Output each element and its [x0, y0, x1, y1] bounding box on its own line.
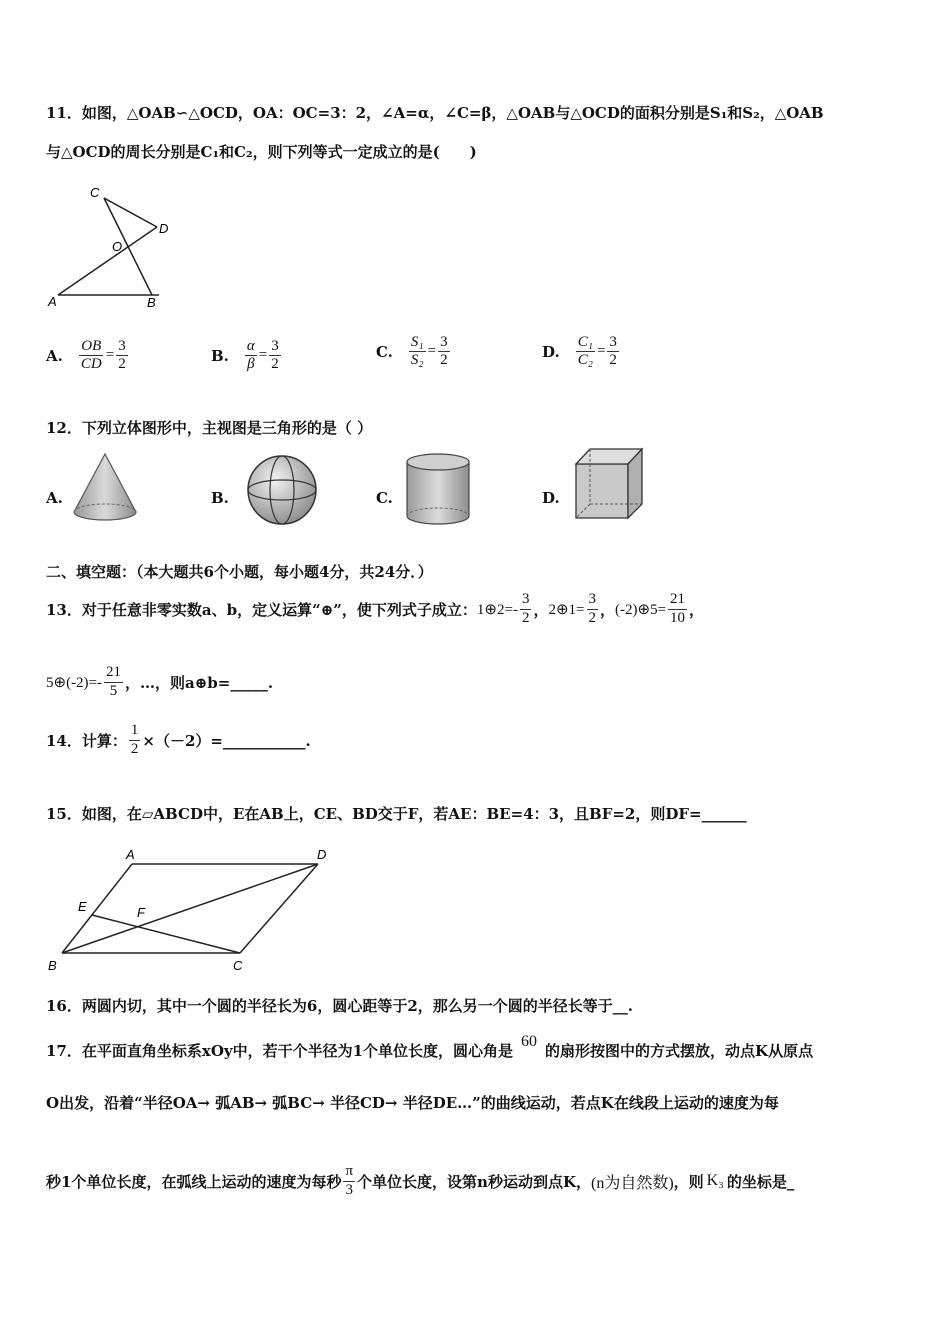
q11-option-a[interactable]: A. $\frac{OB}{CD}$ = $\frac{3}{2}$ [46, 338, 126, 373]
label-D: D [159, 221, 169, 236]
label-F: F [137, 905, 145, 920]
q11-figure [44, 182, 184, 312]
q11-option-d[interactable]: D. $\frac{\text{C₁}}{\text{C₂}}$ = $\frac{3}{2}$ [542, 334, 617, 369]
label-A: A [48, 294, 57, 309]
label-C: C [90, 185, 100, 200]
q12-text: 12．下列立体图形中，主视图是三角形的是（ ） [46, 419, 373, 437]
q11-line1: 11．如图，△OAB∽△OCD，OA：OC=3：2，∠A=α，∠C=β，△OAB与△OCD的面积分别是S₁和S₂，△OAB [46, 104, 824, 122]
q12-option-a-label[interactable]: A. [46, 489, 63, 507]
label-B: B [147, 295, 156, 310]
q12-option-d-label[interactable]: D. [542, 489, 560, 507]
q16-text: 16．两圆内切，其中一个圆的半径长为6，圆心距等于2，那么另一个圆的半径长等于__. [46, 997, 633, 1015]
q12-option-c-label[interactable]: C. [376, 489, 393, 507]
label-D: D [317, 847, 327, 862]
q12-option-b-label[interactable]: B. [211, 489, 229, 507]
q15-figure [44, 842, 344, 977]
q11-option-c[interactable]: C. $\frac{\text{S₁}}{\text{S₂}}$ = $\frac{3}{2}$ [376, 334, 448, 369]
q17-line3: 秒1个单位长度，在弧线上运动的速度为每秒 $\frac{\pi}{3}$ 个单位长度，设第n秒运动到点K， (n为自然数) ，则 K₃ 的坐标是_ [46, 1163, 795, 1198]
label-O: O [112, 239, 123, 254]
q13-line2: 5⊕(-2)=- $\frac{21}{5}$ ，…，则a⊕b=_____. [46, 664, 274, 699]
label-B: B [48, 958, 57, 973]
label-E: E [78, 899, 87, 914]
sphere-icon [244, 452, 320, 528]
cone-icon [70, 452, 140, 524]
label-A: A [126, 847, 135, 862]
q17-line2: O出发，沿着“半径OA→ 弧AB→ 弧BC→ 半径CD→ 半径DE…”的曲线运动，若点K在线段上运动的速度为每 [46, 1094, 779, 1112]
q17-line1: 17．在平面直角坐标系xOy中，若干个半径为1个单位长度，圆心角是 60 的扇形按图中的方式摆放，动点K从原点 [46, 1033, 814, 1060]
q14-line: 14．计算： $\frac{1}{2}$ ×（－2）=___________. [46, 722, 311, 757]
q15-text: 15．如图，在▱ABCD中，E在AB上，CE、BD交于F，若AE：BE=4：3，且BF=2，则DF=______ [46, 805, 747, 823]
label-C: C [233, 958, 243, 973]
cylinder-icon [403, 452, 473, 528]
section-2-heading: 二、填空题：（本大题共6个小题，每小题4分，共24分．） [46, 563, 433, 581]
q13-line1: 13．对于任意非零实数a、b，定义运算“⊕”，使下列式子成立： 1⊕2=- $\frac{3}{2}$ ， 2⊕1= $\frac{3}{2}$ ， (-2)⊕5= $\frac{21}{10}$ ， [46, 591, 705, 626]
q11-option-b[interactable]: B. $\frac{\alpha}{\beta}$ = $\frac{3}{2}$ [211, 338, 279, 373]
q11-line2: 与△OCD的周长分别是C₁和C₂，则下列等式一定成立的是( ) [46, 143, 477, 161]
cube-icon [573, 446, 645, 522]
